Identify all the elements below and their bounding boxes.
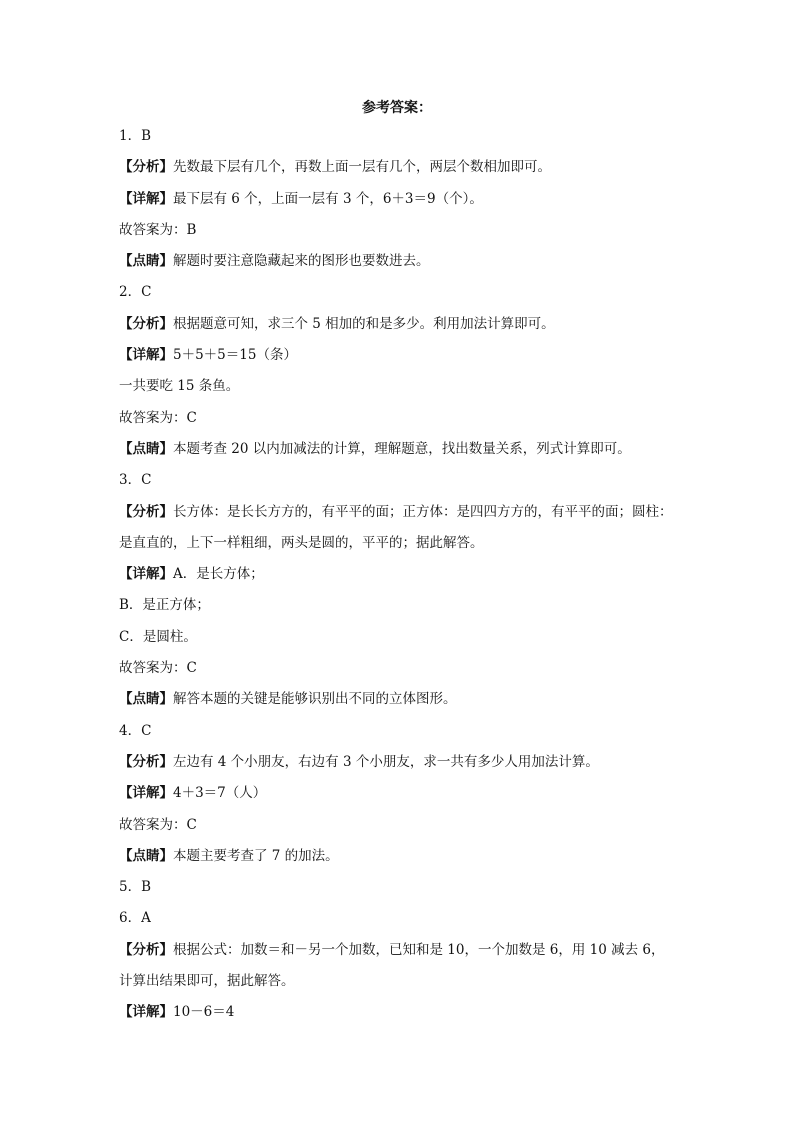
answer-line <box>119 403 679 434</box>
line-text: 解题时要注意隐藏起来的图形也要数进去。 <box>173 253 430 270</box>
answer-line <box>119 716 679 747</box>
section-tag: 【分析】 <box>119 315 173 332</box>
page-title: 参考答案： <box>362 100 432 116</box>
answer-line <box>119 778 679 809</box>
answer-line <box>119 653 679 684</box>
section-tag: 【分析】 <box>119 159 173 176</box>
line-text: 5＋5＋5＝15（条） <box>173 347 297 364</box>
line-text: 10－6＝4 <box>173 1004 235 1021</box>
line-text: A．是长方体； <box>173 566 264 583</box>
section-tag: 【点睛】 <box>119 847 173 864</box>
answer-line <box>119 340 679 371</box>
answer-line <box>119 590 679 621</box>
line-text: 2．C <box>119 284 152 301</box>
line-text: 本题主要考查了 7 的加法。 <box>173 847 339 864</box>
answer-line <box>119 246 679 277</box>
answer-line <box>119 903 679 934</box>
line-text: 最下层有 6 个，上面一层有 3 个，6＋3＝9（个）。 <box>173 190 483 207</box>
answer-line <box>119 184 679 215</box>
section-tag: 【详解】 <box>119 566 173 583</box>
answer-line <box>119 152 679 183</box>
line-text: 5．B <box>119 879 152 896</box>
answer-content <box>119 121 679 1029</box>
line-text: 长方体：是长长方方的，有平平的面；正方体：是四四方方的，有平平的面；圆柱： <box>173 503 673 520</box>
line-text: C．是圆柱。 <box>119 628 197 645</box>
line-text: 4＋3＝7（人） <box>173 785 267 802</box>
section-tag: 【详解】 <box>119 1004 173 1021</box>
section-tag: 【点睛】 <box>119 253 173 270</box>
section-tag: 【点睛】 <box>119 440 173 457</box>
section-tag: 【详解】 <box>119 347 173 364</box>
line-text: B．是正方体； <box>119 597 210 614</box>
answer-line <box>119 497 679 528</box>
answer-line <box>119 622 679 653</box>
section-tag: 【点睛】 <box>119 691 173 708</box>
line-text: 左边有 4 个小朋友，右边有 3 个小朋友，求一共有多少人用加法计算。 <box>173 753 599 770</box>
answer-line <box>119 997 679 1028</box>
line-text: 1．B <box>119 128 152 144</box>
section-tag: 【详解】 <box>119 190 173 207</box>
line-text: 解答本题的关键是能够识别出不同的立体图形。 <box>173 691 457 708</box>
line-text: 计算出结果即可，据此解答。 <box>119 973 295 990</box>
line-text: 故答案为：C <box>119 409 197 426</box>
answer-line <box>119 277 679 308</box>
answer-line <box>119 747 679 778</box>
line-text: 3．C <box>119 472 152 489</box>
line-text: 本题考查 20 以内加减法的计算，理解题意，找出数量关系，列式计算即可。 <box>173 440 631 457</box>
line-text: 故答案为：B <box>119 221 197 238</box>
answer-line <box>119 215 679 246</box>
line-text: 根据题意可知，求三个 5 相加的和是多少。利用加法计算即可。 <box>173 315 555 332</box>
line-text: 是直直的，上下一样粗细，两头是圆的，平平的；据此解答。 <box>119 534 484 551</box>
answer-line <box>119 434 679 465</box>
answer-line <box>119 309 679 340</box>
answer-line <box>119 810 679 841</box>
line-text: 先数最下层有几个，再数上面一层有几个，两层个数相加即可。 <box>173 159 551 176</box>
answer-line <box>119 371 679 402</box>
answer-line <box>119 872 679 903</box>
line-text: 一共要吃 15 条鱼。 <box>119 378 240 395</box>
answer-line <box>119 559 679 590</box>
answer-line <box>119 841 679 872</box>
line-text: 根据公式：加数＝和－另一个加数，已知和是 10，一个加数是 6，用 10 减去 6， <box>173 941 665 958</box>
answer-line <box>119 465 679 496</box>
answer-line <box>119 121 679 152</box>
answer-line <box>119 966 679 997</box>
section-tag: 【分析】 <box>119 503 173 520</box>
section-tag: 【分析】 <box>119 941 173 958</box>
line-text: 故答案为：C <box>119 660 197 677</box>
answer-line <box>119 528 679 559</box>
section-tag: 【详解】 <box>119 785 173 802</box>
answer-line <box>119 684 679 715</box>
line-text: 故答案为：C <box>119 816 197 833</box>
line-text: 6．A <box>119 910 151 927</box>
line-text: 4．C <box>119 722 152 739</box>
section-tag: 【分析】 <box>119 753 173 770</box>
answer-line <box>119 935 679 966</box>
